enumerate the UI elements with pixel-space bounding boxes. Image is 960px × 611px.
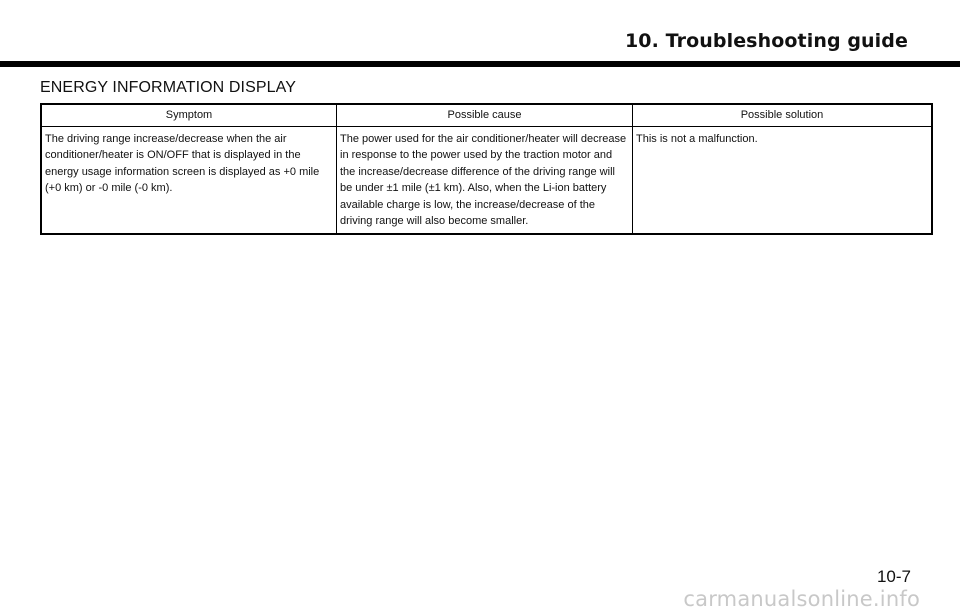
chapter-title: 10. Troubleshooting guide (624, 30, 908, 52)
symptom-cell: The driving range increase/decrease when the air conditioner/heater is ON/OFF that is displayed in the energy usage information screen is displayed as +0 mile (+0 km) or -0 mile (-0 km). (45, 132, 320, 194)
section-title: ENERGY INFORMATION DISPLAY (40, 79, 296, 96)
page-number: 10-7 (876, 567, 911, 586)
column-header-symptom: Symptom (41, 104, 337, 126)
table-row (41, 126, 932, 234)
troubleshooting-table (40, 103, 933, 235)
header-rule (0, 61, 960, 67)
possible-solution-cell: This is not a malfunction. (633, 126, 933, 234)
possible-cause-cell: The power used for the air conditioner/heater will decrease in response to the power used by the traction motor and the increase/decrease difference of the driving range will be under ±1 mile (±1 km). Also, when the Li-ion battery available charge is low, the increase/decrease of the driving range will also become smaller. (337, 126, 633, 234)
watermark: carmanualsonline.info (683, 587, 920, 611)
column-header-possible-solution: Possible solution (633, 104, 933, 126)
column-header-possible-cause: Possible cause (337, 104, 633, 126)
table-header-row (41, 104, 932, 126)
